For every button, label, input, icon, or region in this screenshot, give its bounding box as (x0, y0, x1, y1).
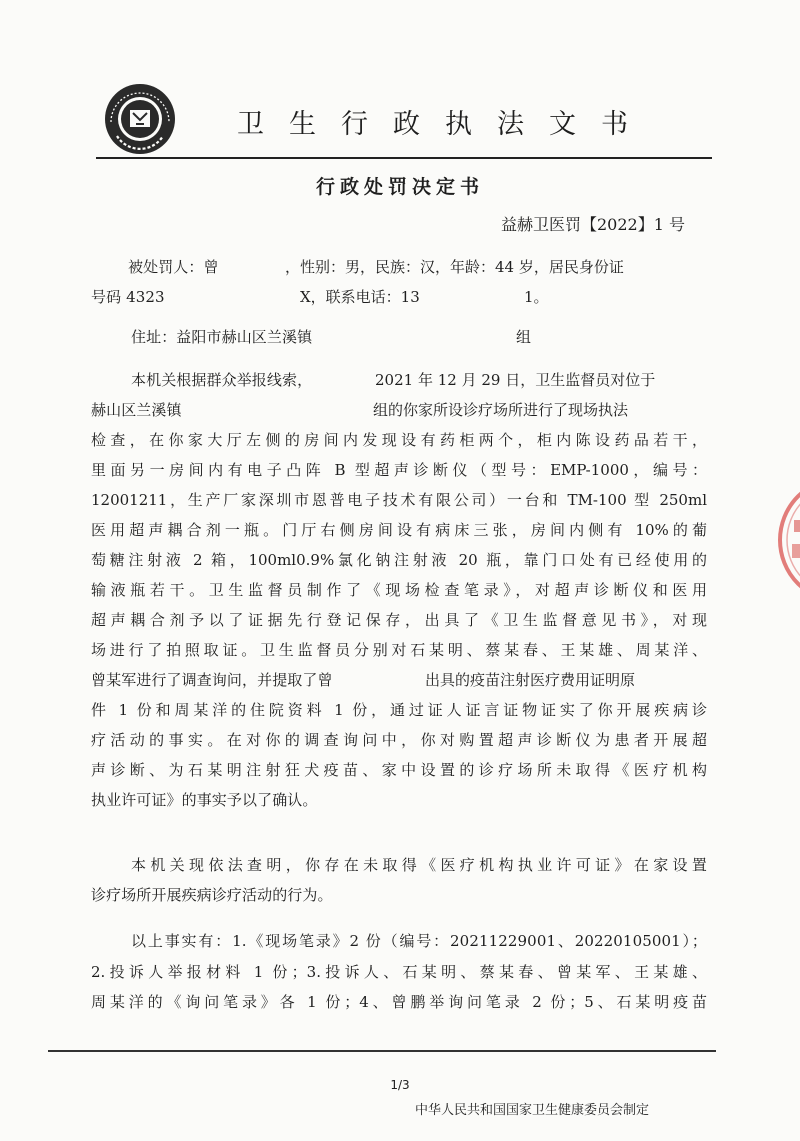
text-line: 以上事实有：1.《现场笔录》2 份（编号：20211229001、20220105001）； (131, 932, 707, 950)
text-line: X，联系电话：13 (300, 288, 420, 306)
text-line: 输液瓶若干。卫生监督员制作了《现场检查笔录》，对超声诊断仪和医用 (91, 581, 707, 599)
text-line: 12001211，生产厂家深圳市恩普电子技术有限公司）一台和 TM-100 型 250ml (91, 491, 707, 509)
text-line: 周某洋的《询问笔录》各 1 份；4、曾鹏举询问笔录 2 份；5、石某明疫苗 (91, 993, 707, 1011)
text-line: 里面另一房间内有电子凸阵 B 型超声诊断仪（型号：EMP-1000，编号： (91, 461, 707, 479)
text-line: 检查，在你家大厅左侧的房间内发现设有药柜两个，柜内陈设药品若干， (91, 431, 707, 449)
text-line: 2.投诉人举报材料 1 份；3.投诉人、石某明、蔡某春、曾某军、王某雄、 (91, 963, 707, 981)
text-line: 组 (516, 328, 532, 346)
text-line: 号码 4323 (91, 288, 165, 306)
text-line: 出具的疫苗注射医疗费用证明原 (425, 671, 636, 689)
document-title: 行政处罚决定书 (315, 176, 484, 198)
official-seal-fragment (772, 470, 800, 610)
text-line: 疗活动的事实。在对你的调查询问中，你对购置超声诊断仪为患者开展超 (91, 731, 707, 749)
header-rule (96, 157, 712, 159)
footer-rule (48, 1050, 716, 1052)
page-number: 1/3 (390, 1078, 410, 1092)
issuing-organization: 中华人民共和国国家卫生健康委员会制定 (415, 1103, 650, 1118)
text-line: 本机关根据群众举报线索， (131, 371, 313, 389)
text-line: 执业许可证》的事实予以了确认。 (91, 791, 318, 809)
text-line: 声诊断、为石某明注射狂犬疫苗、家中设置的诊疗场所未取得《医疗机构 (91, 761, 707, 779)
text-line: 件 1 份和周某洋的住院资料 1 份，通过证人证言证物证实了你开展疾病诊 (91, 701, 707, 719)
header-title: 卫生行政执法文书 (237, 109, 653, 140)
text-line: ，性别：男，民族：汉，年龄：44 岁，居民身份证 (285, 258, 624, 276)
text-line: 2021 年 12 月 29 日，卫生监督员对位于 (375, 371, 656, 389)
text-line: 曾某军进行了调查询问，并提取了曾 (91, 671, 333, 689)
text-line: 住址：益阳市赫山区兰溪镇 (131, 328, 313, 346)
text-line: 赫山区兰溪镇 (91, 401, 182, 419)
health-inspection-emblem (103, 82, 177, 156)
document-number: 益赫卫医罚【2022】1 号 (501, 215, 685, 234)
text-line: 诊疗场所开展疾病诊疗活动的行为。 (91, 886, 333, 904)
text-line: 场进行了拍照取证。卫生监督员分别对石某明、蔡某春、王某雄、周某洋、 (91, 641, 707, 659)
text-line: 本机关现依法查明，你存在未取得《医疗机构执业许可证》在家设置 (131, 856, 707, 874)
text-line: 1。 (524, 288, 549, 306)
text-line: 超声耦合剂予以了证据先行登记保存，出具了《卫生监督意见书》，对现 (91, 611, 707, 629)
text-line: 组的你家所设诊疗场所进行了现场执法 (373, 401, 629, 419)
text-line: 萄糖注射液 2 箱，100ml0.9%氯化钠注射液 20 瓶，靠门口处有已经使用的 (91, 551, 707, 569)
text-line: 医用超声耦合剂一瓶。门厅右侧房间设有病床三张，房间内侧有 10%的葡 (91, 521, 707, 539)
text-line: 被处罚人：曾 (128, 258, 219, 276)
